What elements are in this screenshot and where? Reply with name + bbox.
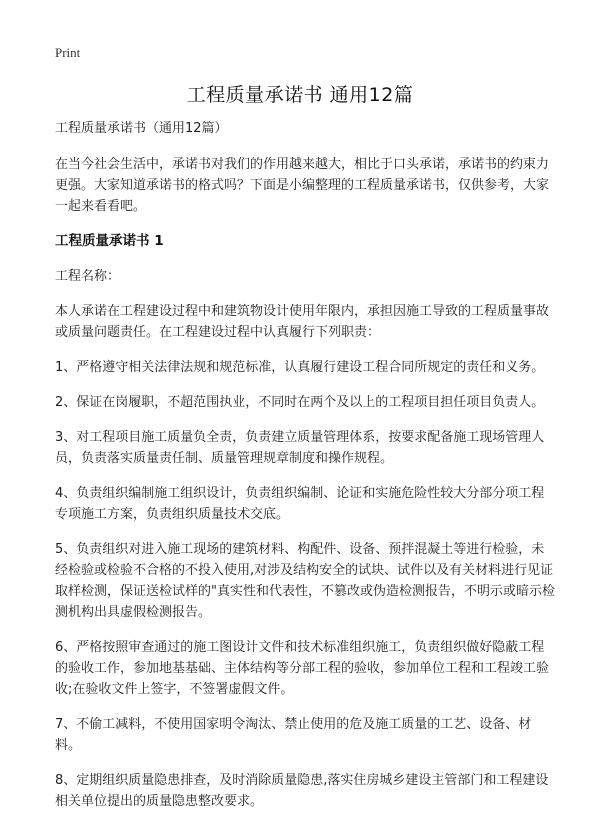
- print-link[interactable]: Print: [55, 45, 81, 60]
- intro-paragraph: 在当今社会生活中，承诺书对我们的作用越来越大，相比于口头承诺，承诺书的约束力更强。大家知道承诺书的格式吗？下面是小编整理的工程质量承诺书，仅供参考，大家一起来看看吧。: [55, 157, 550, 214]
- duty-item-3: 3、对工程项目施工质量负全责，负责建立质量管理体系，按要求配备施工现场管理人员，负责落实质量责任制、质量管理规章制度和操作规程。: [55, 430, 545, 466]
- duty-item-2: 2、保证在岗履职，不超范围执业，不同时在两个及以上的工程项目担任项目负责人。: [55, 395, 545, 410]
- duty-item-6: 6、严格按照审查通过的施工图设计文件和技术标准组织施工，负责组织做好隐蔽工程的验收工作，参加地基基础、主体结构等分部工程的验收，参加单位工程和工程竣工验收;在验收文件上签字，不签署虚假文件。: [55, 640, 550, 697]
- preamble-paragraph: 本人承诺在工程建设过程中和建筑物设计使用年限内，承担因施工导致的工程质量事故或质量问题责任。在工程建设过程中认真履行下列职责：: [55, 304, 550, 340]
- document-body: [55, 118, 555, 826]
- duty-item-7: 7、不偷工减料，不使用国家明令淘汰、禁止使用的危及施工质量的工艺、设备、材料。: [55, 717, 532, 753]
- document-subtitle: 工程质量承诺书（通用12篇）: [55, 121, 228, 136]
- project-name-label: 工程名称：: [55, 269, 121, 284]
- duty-item-5: 5、负责组织对进入施工现场的建筑材料、构配件、设备、预拌混凝土等进行检验，未经检验或检验不合格的不投入使用,对涉及结构安全的试块、试件以及有关材料进行见证取样检测，保证送检试样的"真实性和代表性，不篡改或伪造检测报告，不明示或暗示检测机构出具虚假检测报告。: [55, 542, 555, 620]
- duty-item-8: 8、定期组织质量隐患排查，及时消除质量隐患,落实住房城乡建设主管部门和工程建设相关单位提出的质量隐患整改要求。: [55, 773, 549, 809]
- page-title: 工程质量承诺书 通用12篇: [186, 84, 414, 106]
- section-heading: 工程质量承诺书 1: [55, 233, 164, 249]
- duty-item-4: 4、负责组织编制施工组织设计，负责组织编制、论证和实施危险性较大分部分项工程专项施工方案，负责组织质量技术交底。: [55, 486, 545, 522]
- duty-item-1: 1、严格遵守相关法律法规和规范标准，认真履行建设工程合同所规定的责任和义务。: [55, 360, 545, 375]
